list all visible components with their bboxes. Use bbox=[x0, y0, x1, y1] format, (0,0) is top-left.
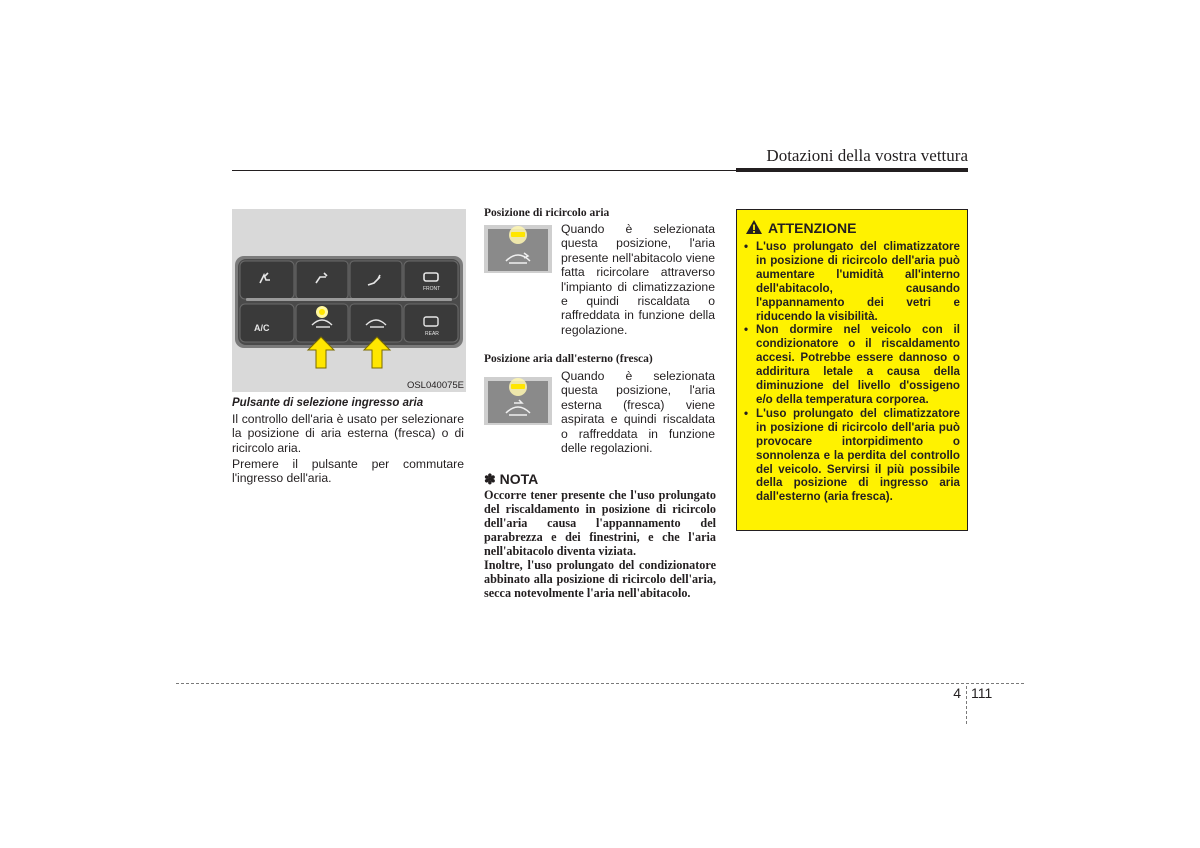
chapter-number: 4 bbox=[953, 685, 961, 701]
page-number: 111 bbox=[971, 685, 993, 701]
recirculation-heading: Posizione di ricircolo aria bbox=[484, 207, 610, 219]
page-header-title: Dotazioni della vostra vettura bbox=[766, 146, 968, 165]
recirculation-text: Quando è selezionata questa posizione, l'aria presente nell'abitacolo viene fatta ricircolare attraverso l'impianto di climatizzazione e quindi riscaldata o raffreddata in funzione della regolazione. bbox=[561, 222, 715, 337]
instruction-paragraph: Premere il pulsante per commutare l'ingresso dell'aria. bbox=[232, 457, 464, 486]
footer-dotted-rule bbox=[176, 683, 1024, 684]
front-defrost-label: FRONT bbox=[423, 286, 441, 292]
nota-paragraph-1: Occorre tener presente che l'uso prolungato del riscaldamento in posizione di ricircolo dell'aria causa l'appannamento del parabrezza e dei finestrini, e che l'aria nell'abitacolo diventa viziata. bbox=[484, 488, 716, 558]
nota-body bbox=[484, 488, 716, 600]
warning-item-1: • L'uso prolungato del climatizzatore in posizione di ricircolo dell'aria può aumentare l'umidità all'interno dell'abitacolo, causando l'appannamento dei vetri e riducendo la visibilità. bbox=[742, 240, 960, 323]
recirculation-button-thumb bbox=[484, 225, 552, 273]
page-number-separator bbox=[966, 686, 967, 724]
climate-panel-photo bbox=[232, 209, 466, 392]
rear-defrost-label: REAR bbox=[425, 331, 439, 337]
fresh-air-button-thumb bbox=[484, 377, 552, 425]
fresh-air-heading: Posizione aria dall'esterno (fresca) bbox=[484, 353, 653, 365]
warning-triangle-icon bbox=[745, 219, 763, 235]
header-bar bbox=[736, 168, 968, 172]
warning-title: ATTENZIONE bbox=[768, 220, 857, 236]
warning-item-2: • Non dormire nel veicolo con il condizionatore o il riscaldamento accesi. Potrebbe essere dannoso o addiritura letale a causa della diminuzione del livello d'ossigeno e/o della temperatura corporea. bbox=[742, 323, 960, 406]
warning-list bbox=[742, 240, 960, 504]
warning-item-3: • L'uso prolungato del climatizzatore in posizione di ricircolo dell'aria può provocare intorpidimento o sonnolenza e la perdita del controllo del veicolo. Servirsi il più possibile della posizione di ingresso aria dall'esterno (aria fresca). bbox=[742, 407, 960, 504]
photo-code: OSL040075E bbox=[406, 380, 464, 391]
fresh-air-text: Quando è selezionata questa posizione, l'aria esterna (fresca) viene aspirata e quindi riscaldata o raffreddata in funzione delle regolazioni. bbox=[561, 369, 715, 456]
intro-paragraph: Il controllo dell'aria è usato per selezionare la posizione di aria esterna (fresca) o di ricircolo aria. bbox=[232, 412, 464, 455]
ac-button-label: A/C bbox=[254, 323, 270, 333]
photo-caption: Pulsante di selezione ingresso aria bbox=[232, 397, 424, 409]
nota-title: ✽ NOTA bbox=[484, 471, 539, 487]
nota-paragraph-2: Inoltre, l'uso prolungato del condizionatore abbinato alla posizione di ricircolo dell'aria, secca notevolmente l'aria nell'abitacolo. bbox=[484, 558, 716, 600]
